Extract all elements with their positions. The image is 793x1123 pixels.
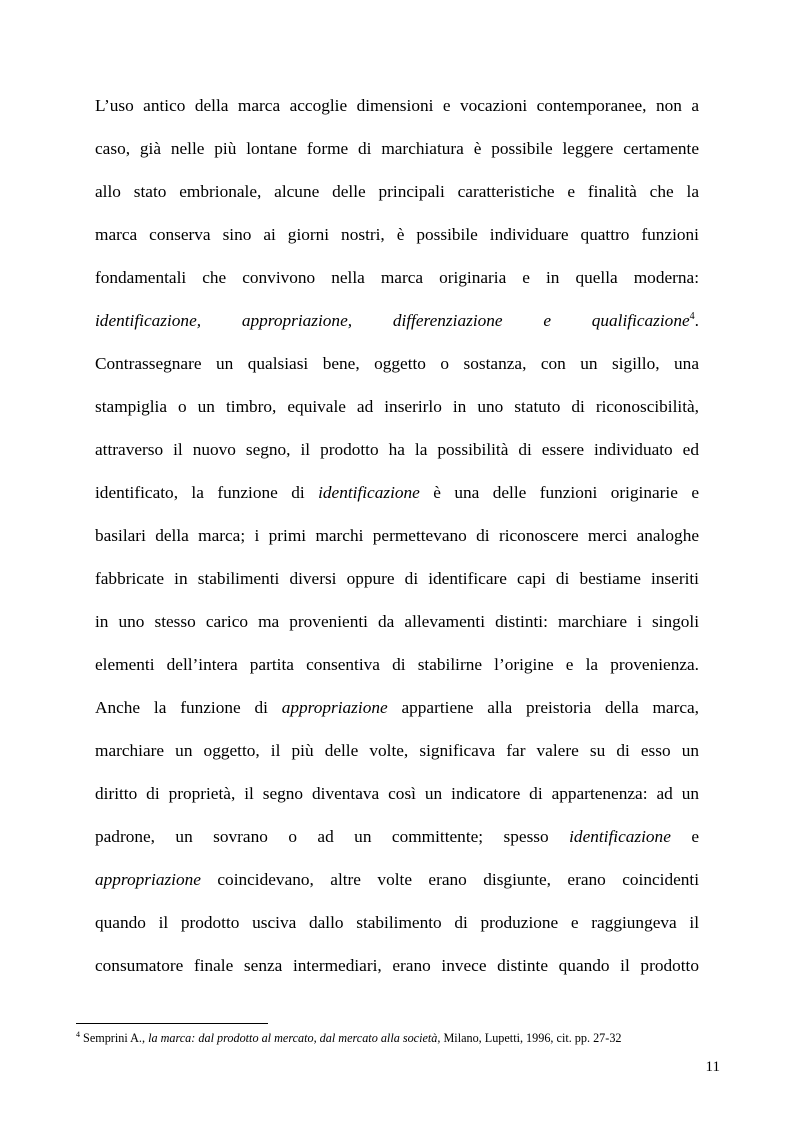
term-identificazione: identificazione,	[95, 311, 202, 330]
text-line: in uno stesso carico ma provenienti da allevamenti distinti: marchiare i singoli	[95, 612, 699, 631]
footnote-reference: 4	[689, 311, 695, 323]
body-paragraph	[95, 84, 699, 987]
text-line	[95, 858, 699, 901]
text-line: Contrassegnare un qualsiasi bene, oggetto o sostanza, con un sigillo, una	[95, 354, 699, 373]
text-line: caso, già nelle più lontane forme di marchiatura è possibile leggere certamente	[95, 139, 699, 158]
text-line: consumatore finale senza intermediari, erano invece distinte quando il prodotto	[95, 956, 699, 975]
term-qualificazione: qualificazione	[591, 311, 690, 330]
text-line: elementi dell’intera partita consentiva di stabilirne l’origine e la provenienza.	[95, 655, 699, 674]
footnote-citation: , Milano, Lupetti, 1996, cit. pp. 27-32	[437, 1031, 622, 1045]
text-line: stampiglia o un timbro, equivale ad inserirlo in uno statuto di riconoscibilità,	[95, 397, 699, 416]
text-line: diritto di proprietà, il segno diventava così un indicatore di appartenenza: ad un	[95, 784, 699, 803]
term-identificazione: identificazione	[569, 827, 671, 846]
text-line	[95, 686, 699, 729]
text-fragment: coincidevano, altre volte erano disgiunte, erano coincidenti	[200, 870, 699, 889]
text-line: allo stato embrionale, alcune delle principali caratteristiche e finalità che la	[95, 182, 699, 201]
text-line: quando il prodotto usciva dallo stabilimento di produzione e raggiungeva il	[95, 913, 699, 932]
footnote-divider	[76, 1023, 268, 1024]
text-fragment: Anche la funzione di	[95, 698, 282, 717]
footnote-title: la marca: dal prodotto al mercato, dal mercato alla società	[148, 1031, 438, 1045]
text-line: attraverso il nuovo segno, il prodotto ha la possibilità di essere individuato ed	[95, 440, 699, 459]
footnote-number: 4	[76, 1029, 80, 1039]
text-line: L’uso antico della marca accoglie dimensioni e vocazioni contemporanee, non a	[95, 96, 699, 115]
text-fragment: e	[670, 827, 699, 846]
footnote-author: Semprini A.,	[80, 1031, 149, 1045]
page-number: 11	[705, 1059, 720, 1075]
footnote	[76, 1030, 716, 1046]
term-differenziazione: differenziazione	[392, 311, 503, 330]
text-line: marca conserva sino ai giorni nostri, è possibile individuare quattro funzioni	[95, 225, 699, 244]
text-fragment: è una delle funzioni originarie e	[419, 483, 699, 502]
term-appropriazione: appropriazione	[281, 698, 388, 717]
text-line: basilari della marca; i primi marchi permettevano di riconoscere merci analoghe	[95, 526, 699, 545]
text-line	[95, 471, 699, 514]
text-fragment: identificato, la funzione di	[95, 483, 319, 502]
text-fragment: appartiene alla preistoria della marca,	[387, 698, 699, 717]
sentence-period: .	[694, 311, 699, 330]
term-identificazione: identificazione	[318, 483, 420, 502]
text-line-functions	[95, 299, 699, 342]
text-line	[95, 815, 699, 858]
term-appropriazione: appropriazione	[95, 870, 201, 889]
term-qualificazione-group	[592, 311, 699, 330]
text-fragment: padrone, un sovrano o ad un committente; spesso	[95, 827, 570, 846]
text-line: marchiare un oggetto, il più delle volte, significava far valere su di esso un	[95, 741, 699, 760]
text-line: fondamentali che convivono nella marca originaria e in quella moderna:	[95, 268, 699, 287]
term-appropriazione: appropriazione,	[241, 311, 353, 330]
term-e: e	[543, 311, 551, 330]
text-line: fabbricate in stabilimenti diversi oppure di identificare capi di bestiame inseriti	[95, 569, 699, 588]
